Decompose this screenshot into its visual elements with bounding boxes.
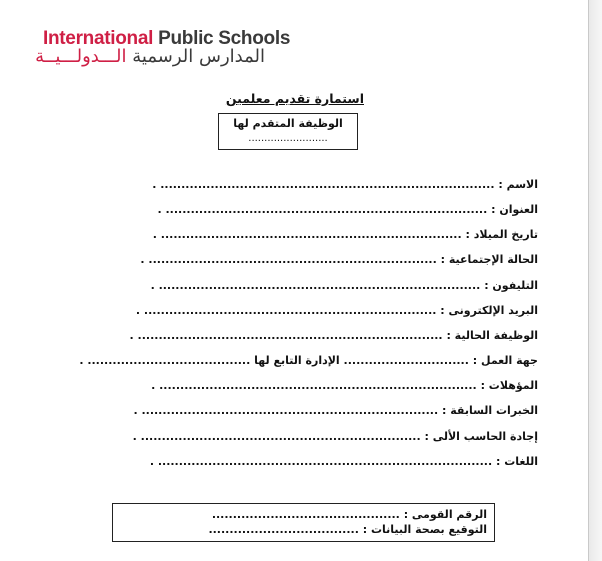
field-marital-status bbox=[112, 253, 538, 269]
national-id-row bbox=[157, 508, 487, 521]
field-phone bbox=[112, 279, 538, 295]
field-experience bbox=[112, 404, 538, 420]
fill-line[interactable]: ................................................................................ . bbox=[152, 178, 495, 191]
fill-line[interactable]: .............................. bbox=[343, 354, 469, 367]
fill-line[interactable]: ....................................................................... . bbox=[133, 404, 439, 417]
fill-line[interactable]: ......................................................................... . bbox=[129, 329, 443, 342]
field-current-job bbox=[112, 329, 538, 345]
field-birth-date bbox=[112, 228, 538, 244]
field-languages bbox=[112, 455, 538, 471]
field-label: اللغات : bbox=[495, 455, 538, 468]
fill-line[interactable]: ...................................................................... . bbox=[135, 304, 437, 317]
national-id-field[interactable]: ............................................. bbox=[211, 508, 400, 521]
form-title: استمارة تقديم معلمين bbox=[225, 91, 364, 106]
field-label: البريد الإلكترونى : bbox=[440, 304, 538, 317]
field-label: الخبرات السابقة : bbox=[442, 404, 538, 417]
signature-label: التوقيع بصحة البيانات : bbox=[362, 523, 487, 536]
logo-arabic bbox=[35, 46, 265, 67]
fill-line[interactable]: ................................................................................ . bbox=[149, 455, 493, 468]
id-signature-box bbox=[112, 503, 495, 542]
logo-en-international: International bbox=[43, 28, 154, 49]
fill-line[interactable]: ........................................................................ . bbox=[152, 228, 462, 241]
applied-position-box bbox=[218, 113, 358, 150]
field-name bbox=[112, 178, 538, 194]
logo-en-public-schools: Public Schools bbox=[158, 28, 291, 49]
logo-ar-public-schools: المدارس الرسمية bbox=[132, 46, 265, 67]
field-label: جهة العمل : bbox=[472, 354, 538, 367]
fill-line[interactable]: ............................................................................ . bbox=[151, 379, 477, 392]
fill-line[interactable]: ............................................................................. . bbox=[150, 279, 481, 292]
fill-line[interactable]: ............................................................................. . bbox=[157, 203, 488, 216]
fill-line[interactable]: ..................................................................... . bbox=[140, 253, 437, 266]
field-label: الاسم : bbox=[498, 178, 538, 191]
field-label: العنوان : bbox=[491, 203, 538, 216]
field-qualifications bbox=[112, 379, 538, 395]
page-shadow bbox=[589, 0, 602, 561]
field-label: الحالة الإجتماعية : bbox=[440, 253, 538, 266]
fill-line-department[interactable]: ....................................... . bbox=[79, 354, 251, 367]
signature-field[interactable]: .................................... bbox=[208, 523, 359, 536]
applied-position-field[interactable]: ......................... bbox=[248, 133, 328, 144]
field-workplace bbox=[79, 354, 538, 370]
logo-ar-international: الـــدولـــيــة bbox=[35, 46, 127, 67]
field-computer-skills bbox=[112, 430, 538, 446]
field-email bbox=[112, 304, 538, 320]
national-id-label: الرقم القومى : bbox=[403, 508, 487, 521]
field-label: إجادة الحاسب الألى : bbox=[424, 430, 538, 443]
fill-line[interactable]: ................................................................... . bbox=[132, 430, 421, 443]
applied-position-label: الوظيفة المتقدم لها bbox=[233, 117, 343, 130]
field-label: الوظيفة الحالية : bbox=[446, 329, 538, 342]
field-label: المؤهلات : bbox=[480, 379, 538, 392]
field-label-department: الإدارة التابع لها bbox=[254, 354, 340, 367]
field-label: تاريخ الميلاد : bbox=[465, 228, 538, 241]
signature-row bbox=[157, 523, 487, 536]
school-logo bbox=[35, 28, 291, 68]
field-label: التليفون : bbox=[484, 279, 538, 292]
field-address bbox=[112, 203, 538, 219]
